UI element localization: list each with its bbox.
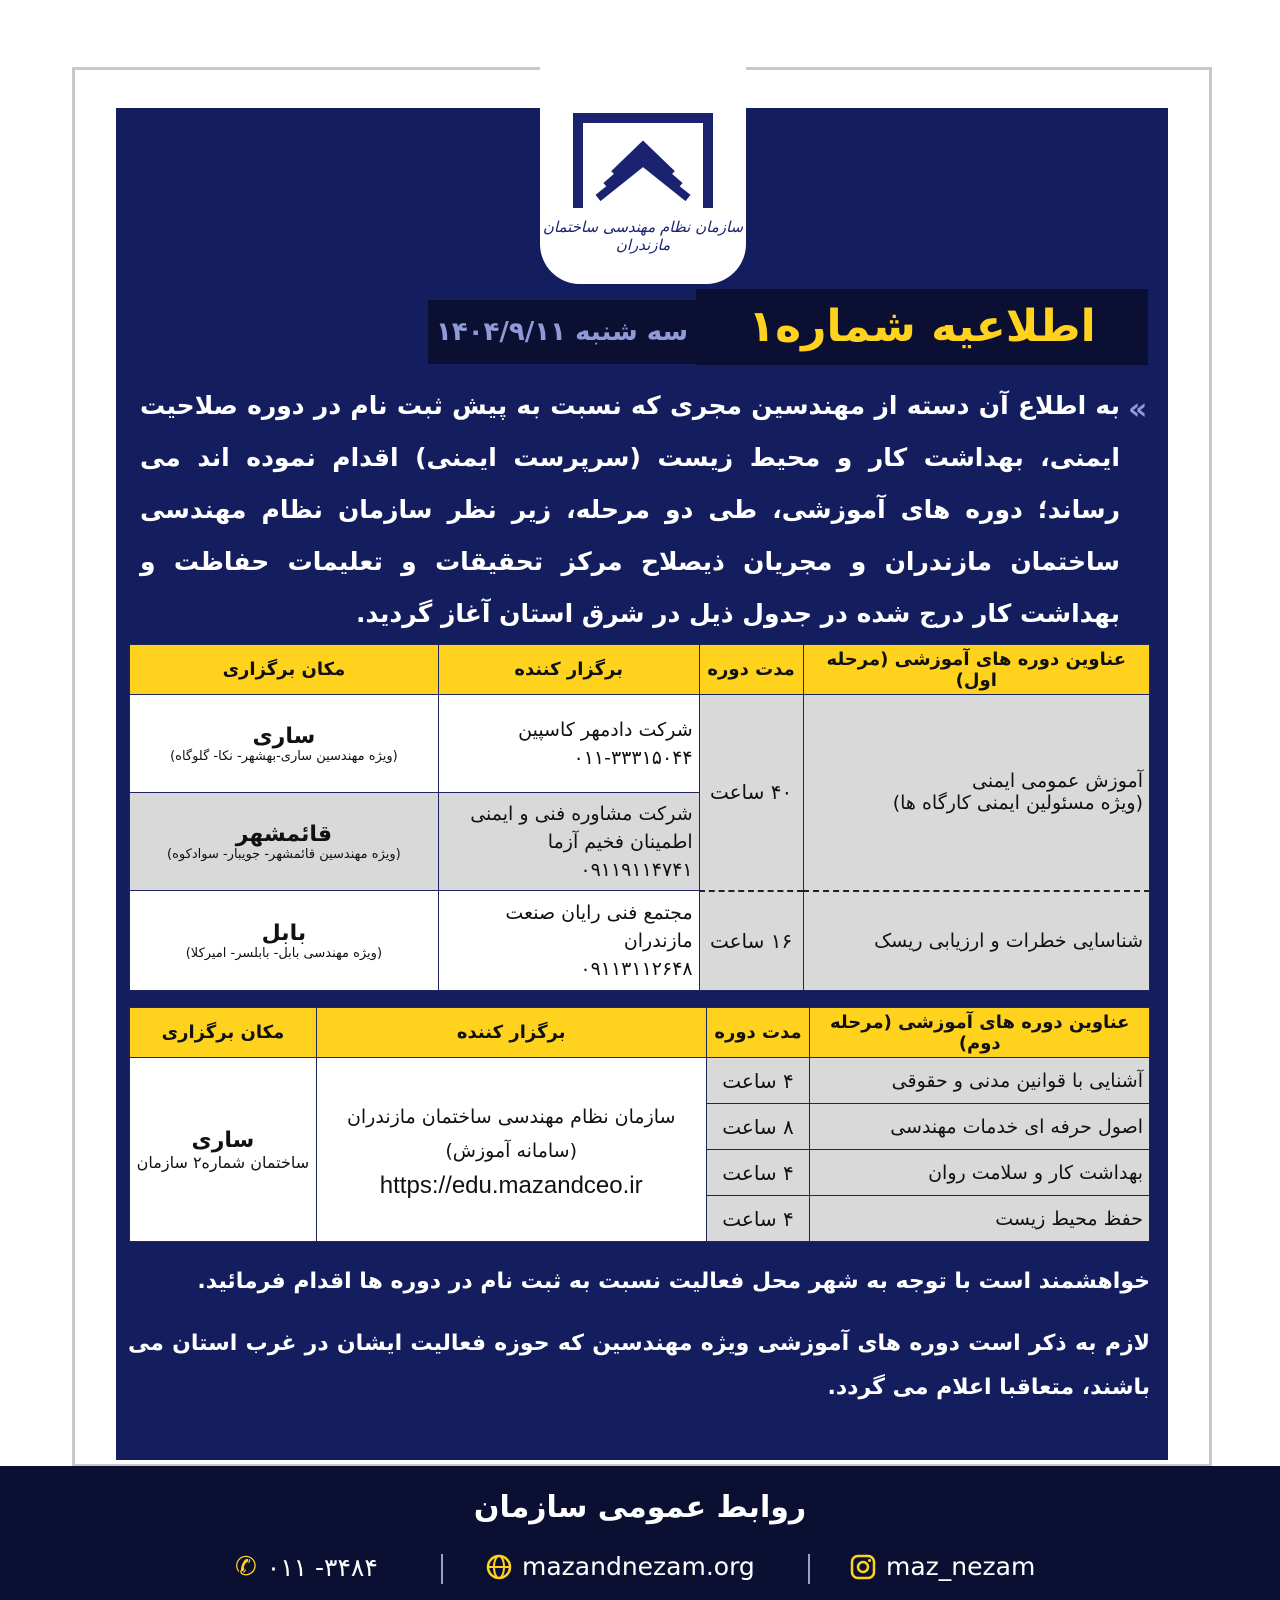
phone-icon: ✆ bbox=[235, 1552, 257, 1582]
closing-paragraph: خواهشمند است با توجه به شهر محل فعالیت نسبت به ثبت نام در دوره ها اقدام فرمائید. bbox=[197, 1269, 1150, 1294]
location-city: ساری bbox=[252, 723, 316, 749]
duration-cell: ۱۶ ساعت bbox=[699, 891, 803, 991]
announcement-title: اطلاعیه شماره۱ bbox=[696, 289, 1148, 365]
footer-divider bbox=[808, 1554, 810, 1584]
course-cell bbox=[803, 695, 1149, 891]
logo-tab bbox=[540, 60, 746, 284]
instagram-icon bbox=[850, 1554, 876, 1580]
stage1-header-row bbox=[130, 645, 1150, 695]
organizer-cell bbox=[438, 891, 699, 991]
course-cell: حفظ محیط زیست bbox=[810, 1196, 1150, 1242]
duration-cell: ۴۰ ساعت bbox=[699, 695, 803, 891]
location-note: (ویژه مهندسی بابل- بابلسر- امیرکلا) bbox=[185, 945, 383, 961]
instagram-handle: maz_nezam bbox=[886, 1552, 1036, 1581]
chevron-left-icon: « bbox=[1128, 392, 1148, 427]
organizer-name: شرکت دادمهر کاسپین bbox=[518, 718, 693, 741]
intro-text: به اطلاع آن دسته از مهندسین مجری که نسبت به پیش ثبت نام در دوره صلاحیت ایمنی، بهداشت کار و محیط زیست (سرپرست ایمنی) اقدام نموده اند می رساند؛ دوره های آموزشی، طی دو مرحله، زیر نظر سازمان نظام مهندسی ساختمان مازندران و مجریان ذیصلاح مرکز تحقیقات و تعلیمات حفاظت و بهداشت کار درج شده در جدول ذیل در شرق استان آغاز گردید. bbox=[140, 391, 1120, 628]
organizer-name: سازمان نظام مهندسی ساختمان مازندران bbox=[346, 1105, 676, 1128]
course-cell: آشنایی با قوانین مدنی و حقوقی bbox=[810, 1058, 1150, 1104]
course-cell: اصول حرفه ای خدمات مهندسی bbox=[810, 1104, 1150, 1150]
organizer-phone: ۰۹۱۱۹۱۱۴۷۴۱ bbox=[580, 858, 693, 881]
course-cell: بهداشت کار و سلامت روان bbox=[810, 1150, 1150, 1196]
organizer-cell bbox=[316, 1058, 706, 1242]
logo-caption: سازمان نظام مهندسی ساختمان مازندران bbox=[542, 218, 744, 254]
course-cell: شناسایی خطرات و ارزیابی ریسک bbox=[803, 891, 1149, 991]
table-row bbox=[130, 891, 1150, 991]
header-course: عناوین دوره های آموزشی (مرحله دوم) bbox=[810, 1008, 1150, 1058]
organizer-phone: ۰۱۱-۳۳۳۱۵۰۴۴ bbox=[573, 746, 693, 769]
header-organizer: برگزار کننده bbox=[438, 645, 699, 695]
globe-icon bbox=[486, 1554, 512, 1580]
duration-cell: ۴ ساعت bbox=[706, 1150, 810, 1196]
location-cell bbox=[130, 891, 439, 991]
table-row bbox=[130, 695, 1150, 793]
header-location: مکان برگزاری bbox=[130, 645, 439, 695]
course-title: آموزش عمومی ایمنی bbox=[972, 770, 1143, 793]
footer bbox=[0, 1466, 1280, 1600]
table-row bbox=[130, 1058, 1150, 1104]
location-city: قائمشهر bbox=[235, 821, 333, 847]
course-subtitle: (ویژه مسئولین ایمنی کارگاه ها) bbox=[892, 792, 1143, 815]
header-location: مکان برگزاری bbox=[130, 1008, 317, 1058]
location-cell bbox=[130, 1058, 317, 1242]
location-note: (ویژه مهندسین ساری-بهشهر- نکا- گلوگاه) bbox=[170, 748, 398, 764]
closing-paragraph: لازم به ذکر است دوره های آموزشی ویژه مهندسین که حوزه فعالیت ایشان در غرب استان می باشند، متعاقبا اعلام می گردد. bbox=[128, 1331, 1150, 1400]
header-duration: مدت دوره bbox=[706, 1008, 810, 1058]
location-city: بابل bbox=[261, 920, 307, 946]
location-city: ساری bbox=[191, 1127, 255, 1153]
footer-phone[interactable] bbox=[235, 1552, 378, 1582]
organizer-cell bbox=[438, 793, 699, 891]
closing-text bbox=[128, 1260, 1150, 1410]
organizer-phone: ۰۹۱۱۳۱۱۲۶۴۸ bbox=[580, 957, 693, 980]
location-cell bbox=[130, 793, 439, 891]
duration-cell: ۴ ساعت bbox=[706, 1196, 810, 1242]
organizer-name: مجتمع فنی رایان صنعت مازندران bbox=[505, 901, 693, 952]
organizer-system: (سامانه آموزش) bbox=[445, 1139, 578, 1162]
header-course: عناوین دوره های آموزشی (مرحله اول) bbox=[803, 645, 1149, 695]
header-organizer: برگزار کننده bbox=[316, 1008, 706, 1058]
announcement-date: سه شنبه ۱۴۰۴/۹/۱۱ bbox=[428, 300, 696, 364]
stage2-header-row bbox=[130, 1008, 1150, 1058]
footer-divider bbox=[441, 1554, 443, 1584]
location-note: (ویژه مهندسین قائمشهر- جویبار- سوادکوه) bbox=[167, 846, 401, 862]
stage2-table bbox=[129, 1007, 1150, 1242]
location-note: ساختمان شماره۲ سازمان bbox=[136, 1152, 310, 1172]
duration-cell: ۸ ساعت bbox=[706, 1104, 810, 1150]
footer-website[interactable] bbox=[486, 1552, 755, 1581]
organizer-cell bbox=[438, 695, 699, 793]
organization-logo-icon bbox=[560, 110, 726, 220]
stage1-table bbox=[129, 644, 1150, 991]
phone-number: ۰۱۱ -۳۴۸۴ bbox=[266, 1552, 378, 1582]
footer-instagram[interactable] bbox=[850, 1552, 1035, 1581]
website-url: mazandnezam.org bbox=[522, 1552, 755, 1581]
duration-cell: ۴ ساعت bbox=[706, 1058, 810, 1104]
organizer-name: شرکت مشاوره فنی و ایمنی اطمینان فخیم آزما bbox=[470, 802, 693, 853]
header-duration: مدت دوره bbox=[699, 645, 803, 695]
location-cell bbox=[130, 695, 439, 793]
education-link[interactable]: https://edu.mazandceo.ir bbox=[379, 1171, 643, 1199]
footer-title: روابط عمومی سازمان bbox=[473, 1490, 807, 1525]
